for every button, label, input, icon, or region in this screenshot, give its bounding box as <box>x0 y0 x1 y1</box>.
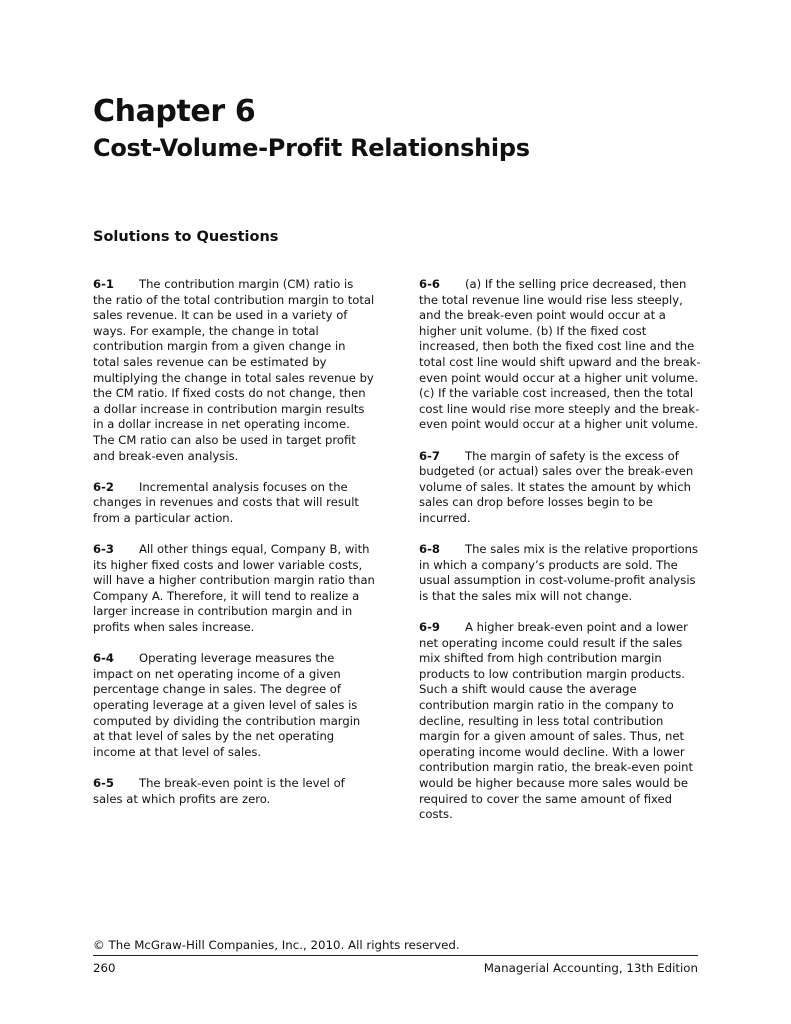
question-number: 6-7 <box>419 448 440 463</box>
left-column <box>93 277 375 823</box>
question-answer <box>93 651 375 760</box>
question-number: 6-5 <box>93 776 114 790</box>
answer-text: All other things equal, Company B, with its higher fixed costs and lower variable costs, will have a higher contribution margin ratio than Company A. Therefore, it will tend to realize a larger increase in contribution margin and in profits when sales increase. <box>93 542 375 635</box>
question-number: 6-9 <box>419 620 440 635</box>
question-number: 6-8 <box>419 542 440 557</box>
right-column <box>419 277 701 838</box>
question-number: 6-4 <box>93 651 114 666</box>
question-number: 6-3 <box>93 542 114 557</box>
chapter-subtitle: Cost-Volume-Profit Relationships <box>93 134 530 162</box>
question-number: 6-6 <box>419 277 440 291</box>
question-answer <box>93 277 375 464</box>
footer-divider <box>93 955 698 956</box>
question-answer <box>93 480 375 527</box>
question-answer <box>419 620 701 823</box>
answer-text: Incremental analysis focuses on the changes in revenues and costs that will result from a particular action. <box>93 479 359 525</box>
question-answer <box>93 776 375 807</box>
answer-text: The contribution margin (CM) ratio is the ratio of the total contribution margin to total sales revenue. It can be used in a variety of ways. For example, the change in total contribution margin from a given change in total sales revenue can be estimated by multiplying the change in total sales revenue by the CM ratio. If fixed costs do not change, then a dollar increase in contribution margin results in a dollar increase in net operating income. The CM ratio can also be used in target profit and break-even analysis. <box>93 277 375 463</box>
question-answer <box>419 277 701 433</box>
copyright-notice: © The McGraw-Hill Companies, Inc., 2010. All rights reserved. <box>93 938 460 952</box>
question-answer <box>419 449 701 527</box>
answer-text: The break-even point is the level of sales at which profits are zero. <box>93 776 345 806</box>
book-title: Managerial Accounting, 13th Edition <box>483 961 698 975</box>
chapter-title: Chapter 6 <box>93 94 256 129</box>
answer-text: The margin of safety is the excess of budgeted (or actual) sales over the break-even volume of sales. It states the amount by which sales can drop before losses begin to be incurred. <box>419 448 694 525</box>
answer-text: A higher break-even point and a lower net operating income could result if the sales mix shifted from high contribution margin products to low contribution margin products. Such a shift would cause the average contribution margin ratio in the company to decline, resulting in less total contribution margin for a given amount of sales. Thus, net operating income would decline. With a lower contribution margin ratio, the break-even point would be higher because more sales would be required to cover the same amount of fixed costs. <box>419 620 694 822</box>
section-heading: Solutions to Questions <box>93 229 279 245</box>
question-number: 6-2 <box>93 479 114 494</box>
page-number: 260 <box>93 961 116 975</box>
question-answer <box>419 542 701 604</box>
answer-text: The sales mix is the relative proportions in which a company’s products are sold. The usual assumption in cost-volume-profit analysis is that the sales mix will not change. <box>419 542 699 603</box>
question-number: 6-1 <box>93 277 114 291</box>
answer-text: Operating leverage measures the impact on net operating income of a given percentage change in sales. The degree of operating leverage at a given level of sales is computed by dividing the contribution margin at that level of sales by the net operating income at that level of sales. <box>93 651 361 759</box>
question-answer <box>93 542 375 636</box>
answer-text: (a) If the selling price decreased, then the total revenue line would rise less steeply, and the break-even point would occur at a higher unit volume. (b) If the fixed cost increased, then both the fixed cost line and the total cost line would shift upward and the break-even point would occur at a higher unit volume. (c) If the variable cost increased, then the total cost line would rise more steeply and the break-even point would occur at a higher unit volume. <box>419 277 701 432</box>
